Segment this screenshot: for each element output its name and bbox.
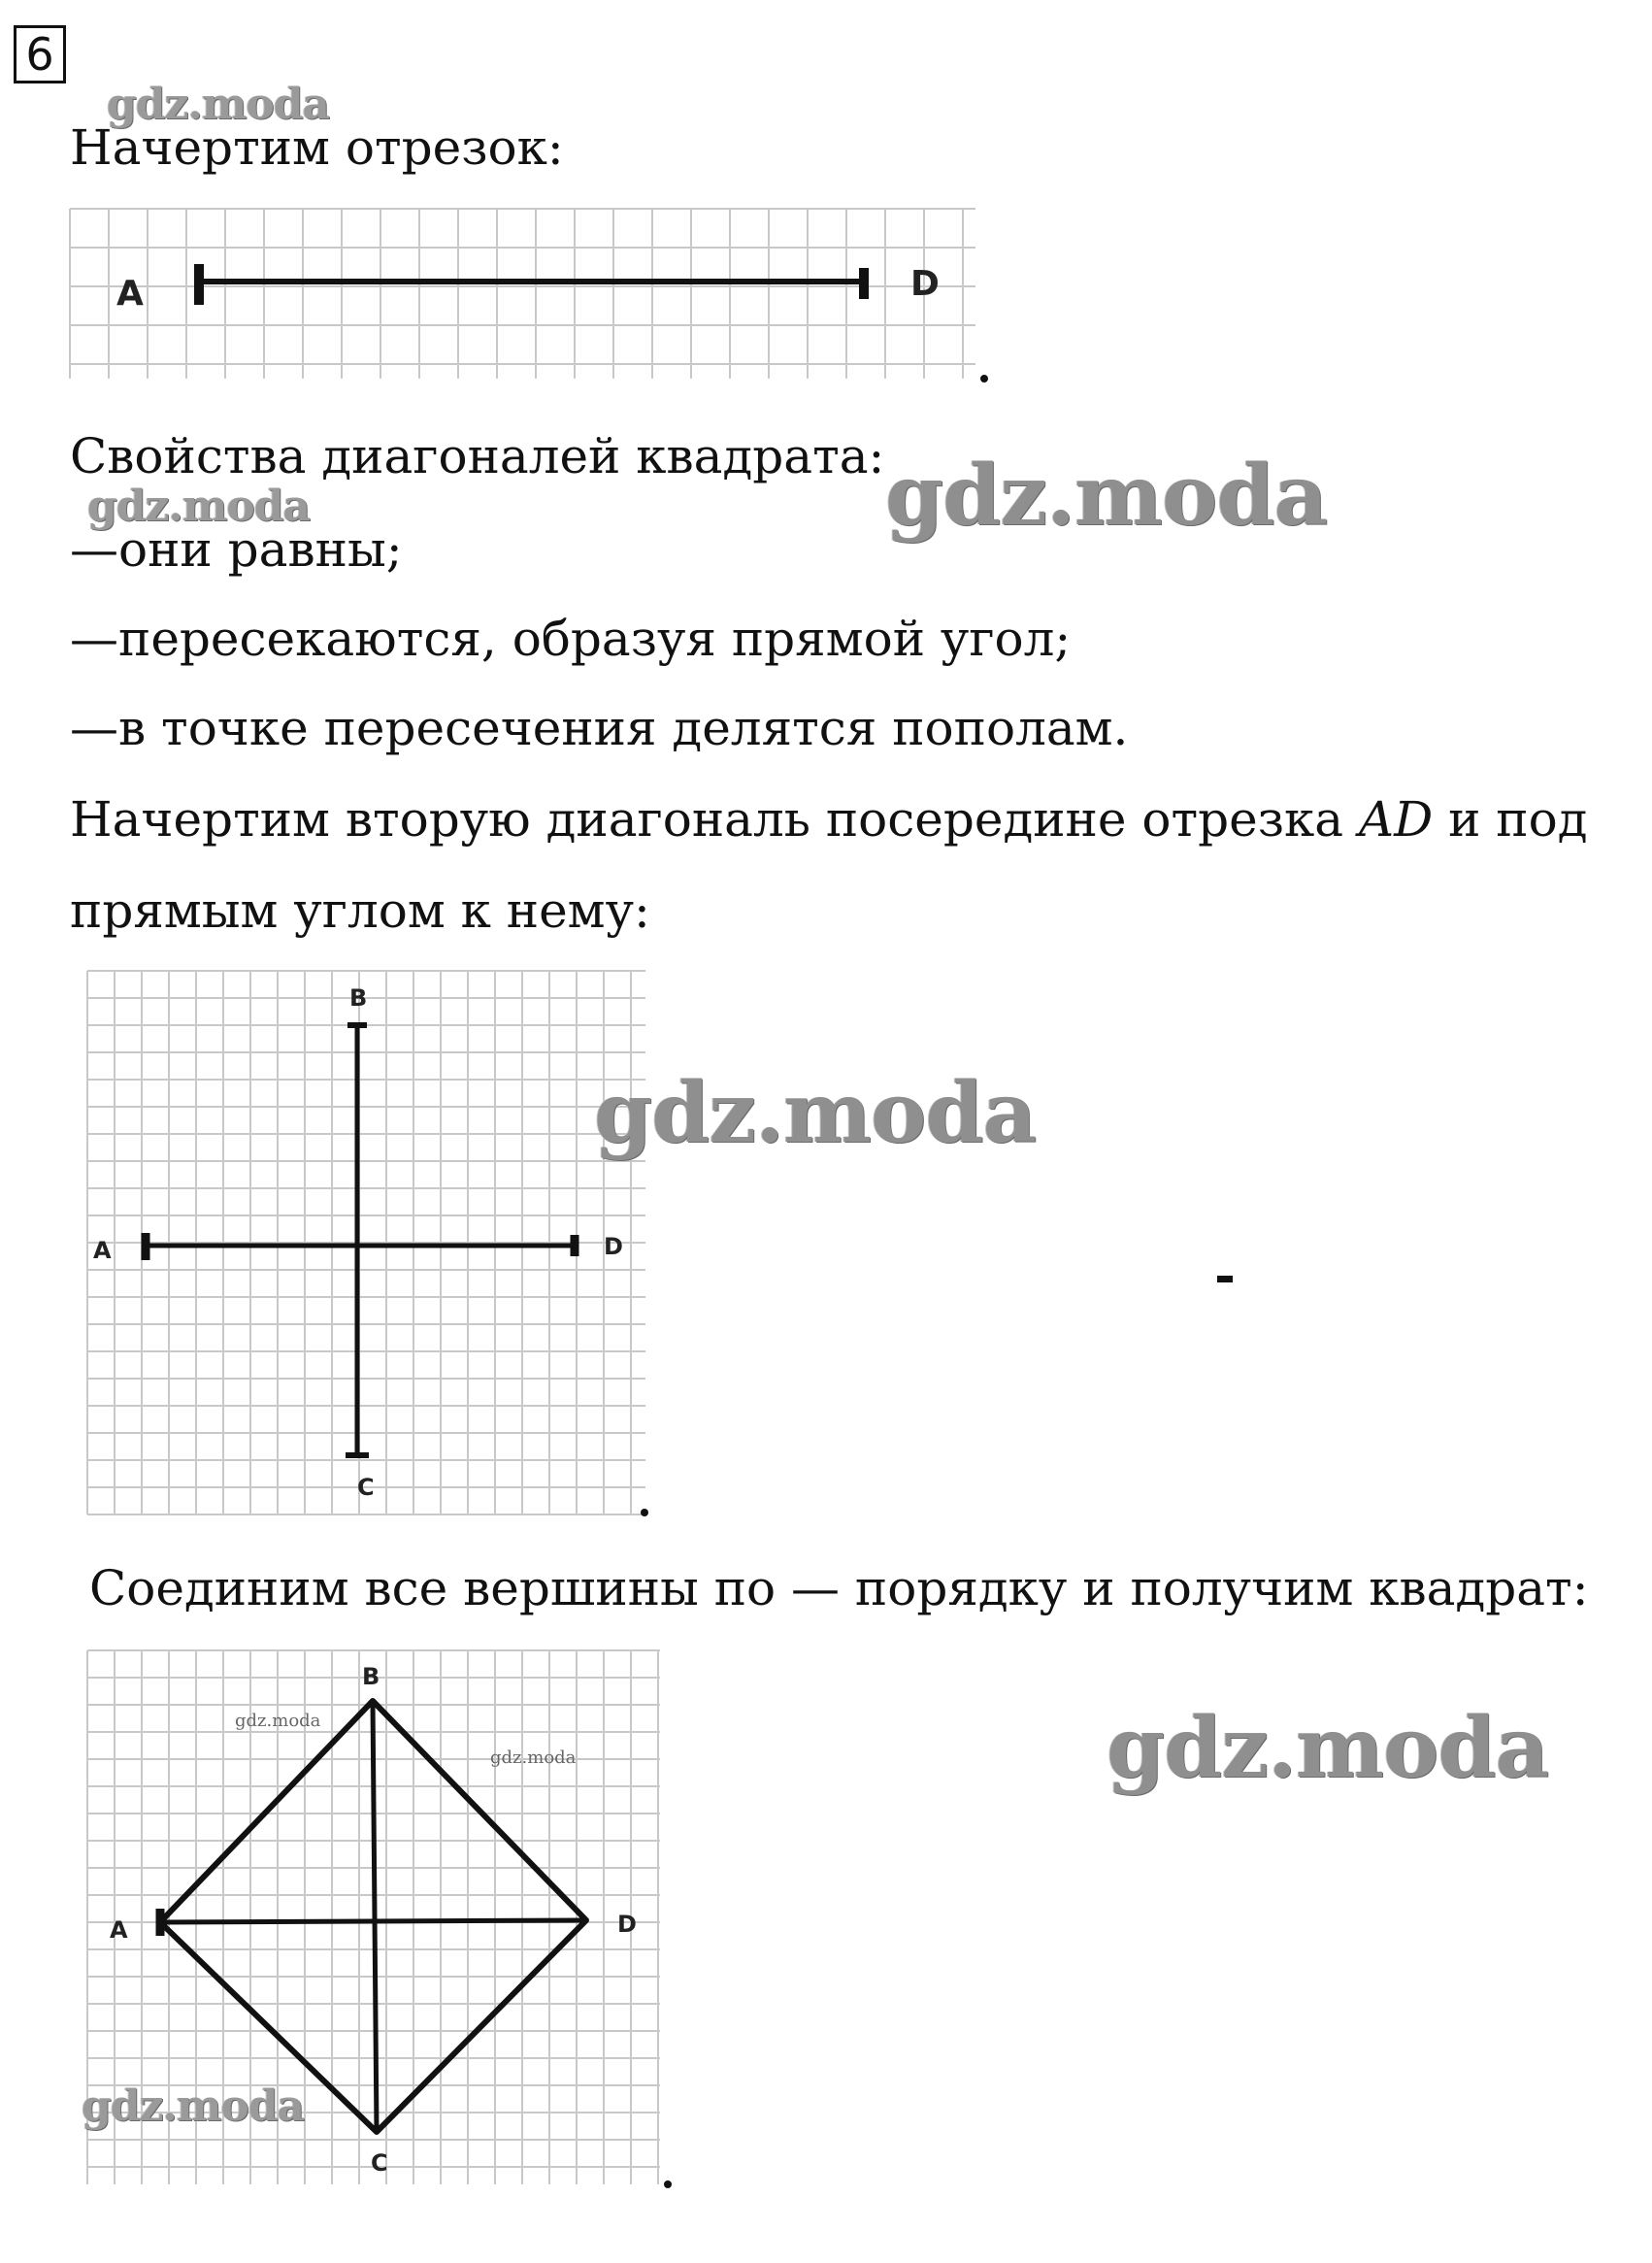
period-mark (664, 2180, 672, 2188)
property-1: —они равны; (70, 521, 403, 578)
label-d: D (910, 264, 940, 304)
watermark: gdz.moda (82, 2081, 305, 2131)
label-a: A (116, 274, 144, 314)
label-c: C (357, 1474, 375, 1501)
label-d: D (604, 1233, 623, 1260)
property-2: —пересекаются, образуя прямой угол; (70, 611, 1072, 667)
problem-number: 6 (14, 25, 66, 83)
step2-text-line1 (70, 790, 1588, 849)
grid-2 (87, 971, 645, 1514)
label-b: B (362, 1663, 380, 1690)
watermark: gdz.moda (490, 1747, 577, 1768)
intro-text: Начертим отрезок: (70, 119, 564, 176)
period-mark (641, 1509, 648, 1516)
grid-1 (70, 209, 975, 379)
properties-title: Свойства диагоналей квадрата: (70, 428, 885, 484)
label-a: A (93, 1237, 112, 1264)
diagonal-bc (373, 1701, 377, 2132)
step2-text-line2: прямым углом к нему: (70, 882, 650, 939)
watermark: gdz.moda (1107, 1699, 1549, 1797)
label-a: A (110, 1916, 128, 1944)
step3-text: Соединим все вершины по — порядку и получим квадрат: (89, 1560, 1589, 1616)
label-c: C (371, 2149, 388, 2177)
diagonal-ad (160, 1920, 586, 1922)
stray-mark (1217, 1276, 1233, 1282)
period-mark (980, 375, 988, 383)
watermark: gdz.moda (87, 482, 311, 531)
watermark: gdz.moda (885, 447, 1328, 545)
step2-var: AD (1358, 791, 1434, 848)
step2-text-a: Начертим вторую диагональ посередине отрезка (70, 791, 1359, 848)
watermark: gdz.moda (107, 80, 330, 129)
watermark: gdz.moda (594, 1064, 1037, 1162)
step2-text-b: и под (1433, 791, 1588, 848)
property-3: —в точке пересечения делятся пополам. (70, 700, 1129, 756)
label-b: B (349, 984, 368, 1012)
label-d: D (617, 1911, 637, 1938)
watermark: gdz.moda (235, 1711, 321, 1731)
